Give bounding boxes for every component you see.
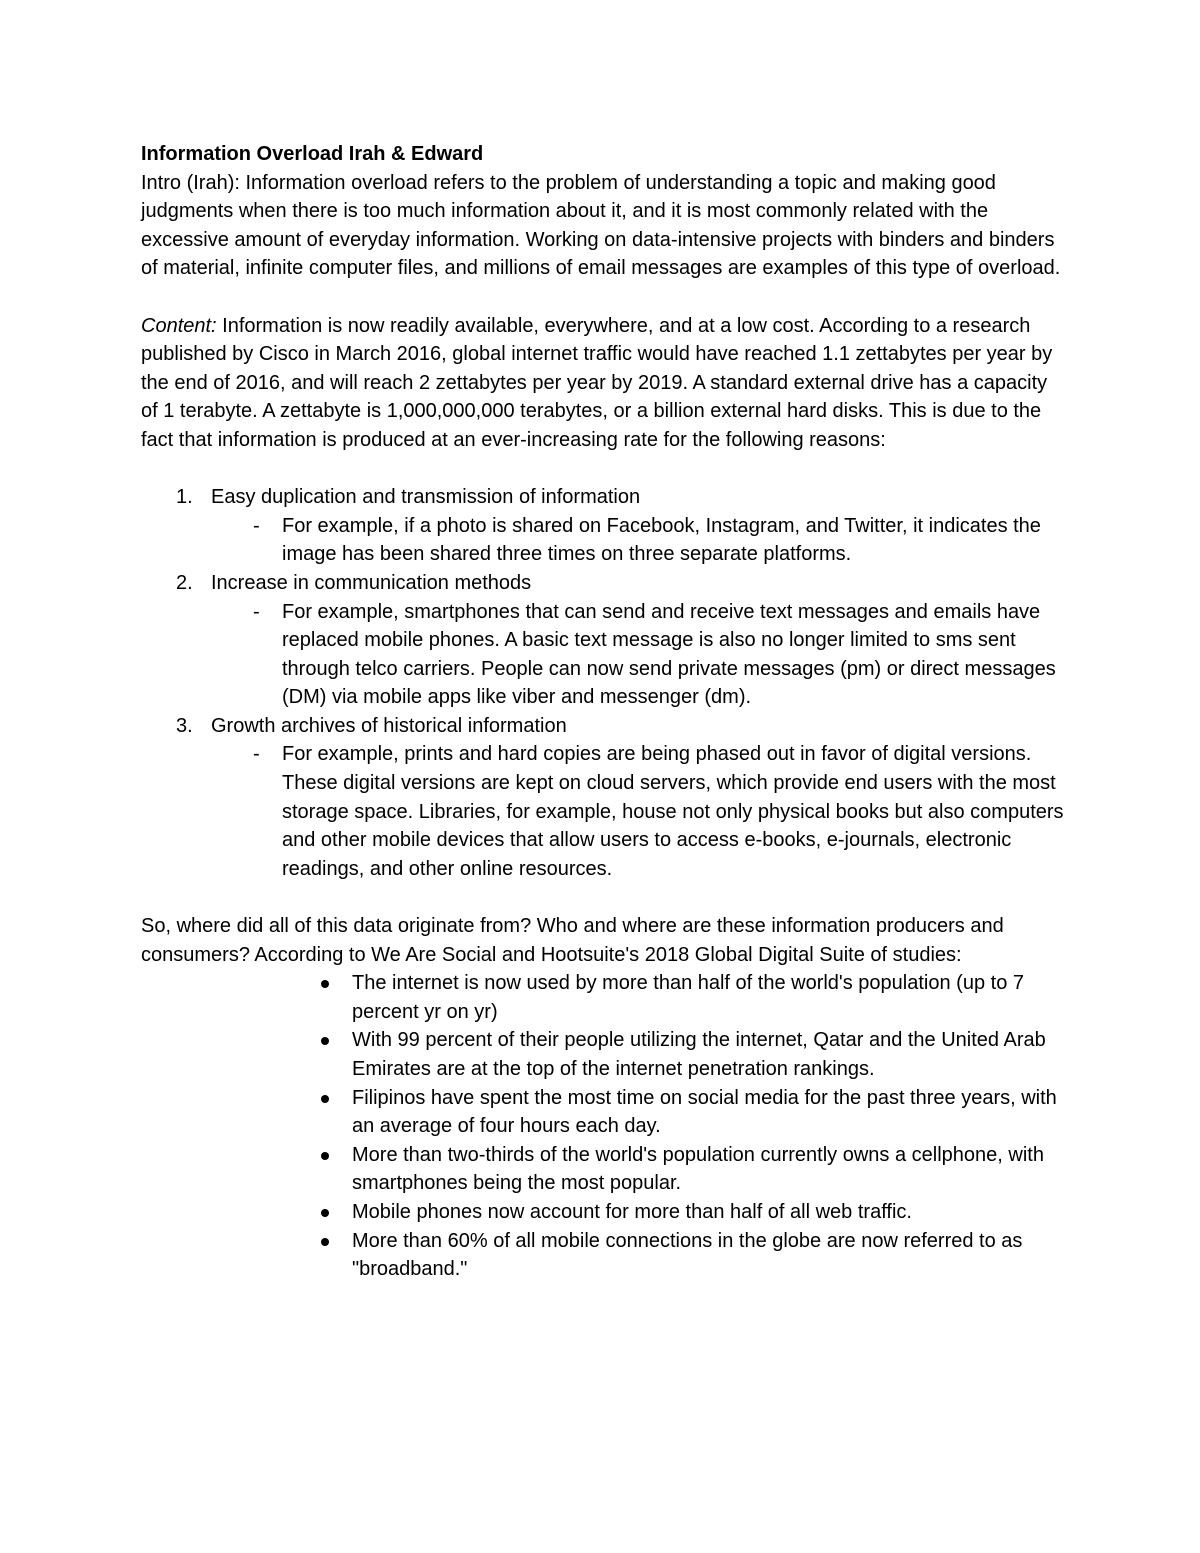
document-title: Information Overload Irah & Edward bbox=[141, 143, 484, 165]
bullet-icon bbox=[321, 1037, 329, 1045]
question-paragraph: So, where did all of this data originate from? Who and where are these information producers and consumers? According to We Are Social and Hootsuite's 2018 Global Digital Suite of studies: bbox=[141, 915, 1004, 966]
stat-text: Filipinos have spent the most time on social media for the past three years, with an average of four hours each day. bbox=[352, 1086, 1057, 1138]
stat-item bbox=[141, 1198, 1066, 1227]
reason-detail bbox=[141, 740, 1066, 883]
paragraph-spacer bbox=[141, 283, 1066, 312]
bullet-icon bbox=[321, 1238, 329, 1246]
stat-text: More than 60% of all mobile connections in the globe are now referred to as "broadband." bbox=[352, 1229, 1023, 1281]
stat-item bbox=[141, 1227, 1066, 1284]
reason-detail-text: For example, smartphones that can send and receive text messages and emails have replaced mobile phones. A basic text message is also no longer limited to sms sent through telco carriers. People can now send private messages (pm) or direct messages (DM) via mobile apps like viber and messenger (dm). bbox=[282, 600, 1056, 709]
stat-item bbox=[141, 1026, 1066, 1083]
reason-detail bbox=[141, 598, 1066, 712]
stat-text: Mobile phones now account for more than half of all web traffic. bbox=[352, 1200, 912, 1223]
bullet-icon bbox=[321, 1095, 329, 1103]
paragraph-spacer bbox=[141, 883, 1066, 912]
content-text: Information is now readily available, everywhere, and at a low cost. According to a research published by Cisco in March 2016, global internet traffic would have reached 1.1 zettabytes per year by the end of 2016, and will reach 2 zettabytes per year by 2019. A standard external drive has a capacity of 1 terabyte. A zettabyte is 1,000,000,000 terabytes, or a billion external hard disks. This is due to the fact that information is produced at an ever-increasing rate for the following reasons: bbox=[141, 314, 1053, 451]
reason-sublist bbox=[211, 512, 1066, 569]
reason-number: 1. bbox=[176, 486, 193, 509]
reason-item bbox=[141, 483, 1066, 569]
stat-text: More than two-thirds of the world's population currently owns a cellphone, with smartphones being the most popular. bbox=[352, 1143, 1044, 1195]
content-paragraph bbox=[141, 312, 1066, 455]
reason-number: 3. bbox=[176, 714, 193, 737]
reason-detail-text: For example, if a photo is shared on Facebook, Instagram, and Twitter, it indicates the image has been shared three times on three separate platforms. bbox=[282, 514, 1041, 566]
content-label: Content: bbox=[141, 314, 217, 337]
reasons-list bbox=[141, 483, 1066, 883]
reason-item bbox=[141, 712, 1066, 884]
bullet-icon bbox=[321, 980, 329, 988]
stat-item bbox=[141, 1141, 1066, 1198]
stat-text: The internet is now used by more than half of the world's population (up to 7 percent yr on yr) bbox=[352, 972, 1024, 1023]
reason-detail-text: For example, prints and hard copies are being phased out in favor of digital versions. These digital versions are kept on cloud servers, which provide end users with the most storage space. Libraries, for example, house not only physical books but also computers and other mobile devices that allow users to access e-books, e-journals, electronic readings, and other online resources. bbox=[282, 743, 1064, 880]
reason-label: Easy duplication and transmission of information bbox=[211, 486, 641, 509]
dash-marker: - bbox=[253, 743, 260, 766]
reason-number: 2. bbox=[176, 571, 193, 594]
paragraph-spacer bbox=[141, 455, 1066, 484]
bullet-icon bbox=[321, 1209, 329, 1217]
bullet-icon bbox=[321, 1152, 329, 1160]
stat-item bbox=[141, 1084, 1066, 1141]
intro-paragraph: Intro (Irah): Information overload refers to the problem of understanding a topic and making good judgments when there is too much information about it, and it is most commonly related with the excessive amount of everyday information. Working on data-intensive projects with binders and binders of material, infinite computer files, and millions of email messages are examples of this type of overload. bbox=[141, 171, 1061, 280]
reason-detail bbox=[141, 512, 1066, 569]
reason-label: Increase in communication methods bbox=[211, 571, 532, 594]
stat-item bbox=[141, 969, 1066, 1026]
reason-sublist bbox=[211, 598, 1066, 712]
reason-sublist bbox=[211, 740, 1066, 883]
dash-marker: - bbox=[253, 600, 260, 623]
reason-item bbox=[141, 569, 1066, 712]
reason-label: Growth archives of historical information bbox=[211, 714, 567, 737]
document-page bbox=[141, 140, 1066, 1284]
stats-list bbox=[141, 969, 1066, 1284]
stat-text: With 99 percent of their people utilizing the internet, Qatar and the United Arab Emirates are at the top of the internet penetration rankings. bbox=[352, 1029, 1046, 1080]
dash-marker: - bbox=[253, 514, 260, 537]
